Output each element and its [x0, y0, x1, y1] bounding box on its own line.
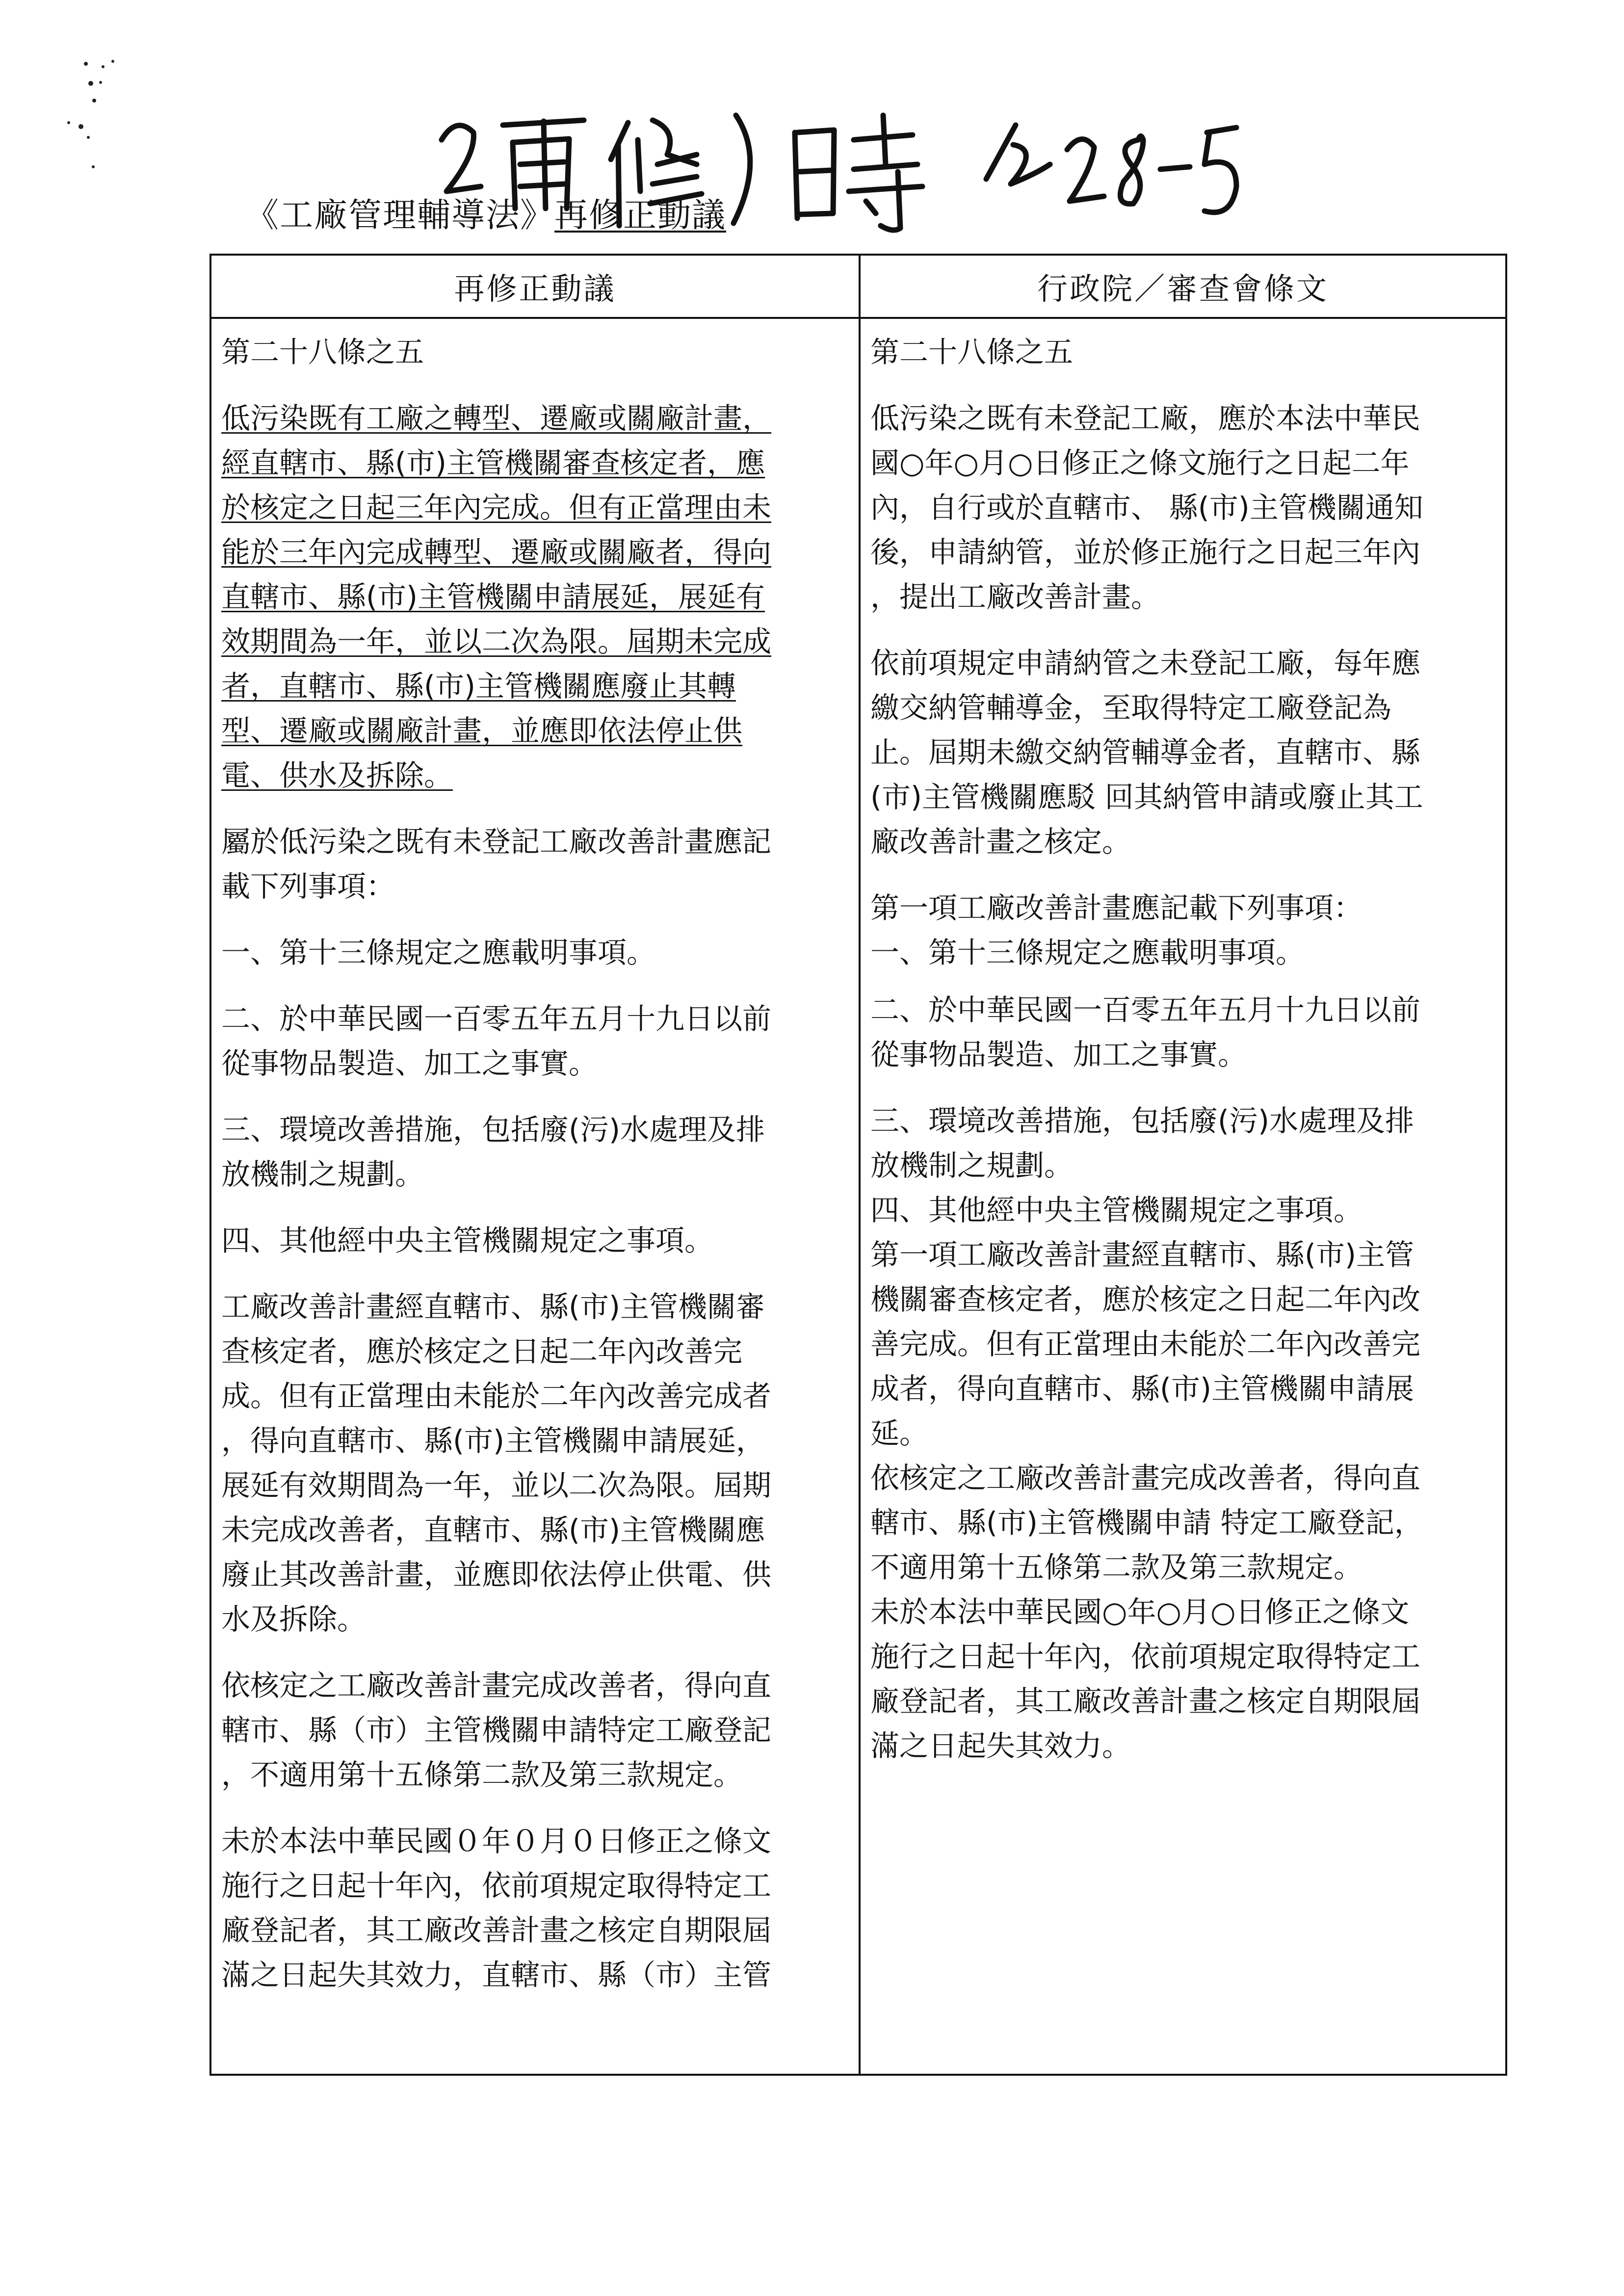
document-title: [245, 194, 726, 238]
left-paragraph: 依核定之工廠改善計畫完成改善者，得向直 轄市、縣（市）主管機關申請特定工廠登記 ，不適用第十五條第二款及第三款規定。: [221, 1669, 772, 1792]
table-body-row: [211, 319, 1505, 2074]
left-list-item: 一、第十三條規定之應載明事項。: [221, 936, 656, 969]
right-paragraph: 第一項工廠改善計畫應記載下列事項： 一、第十三條規定之應載明事項。: [870, 891, 1363, 969]
right-paragraph: 低污染之既有未登記工廠，應於本法中華民 國○年○月○日修正之條文施行之日起二年 內，自行或於直轄市、 縣(市)主管機關通知 後，申請納管，並於修正施行之日起三年內 ，提出工廠改善計畫。: [870, 401, 1423, 614]
executive-yuan-column: [861, 319, 1505, 2074]
right-list-item: 二、於中華民國一百零五年五月十九日以前 從事物品製造、加工之事實。: [870, 993, 1421, 1071]
revised-motion-column: [211, 319, 861, 2074]
table-header-row: [211, 256, 1505, 319]
left-list-item: 二、於中華民國一百零五年五月十九日以前 從事物品製造、加工之事實。: [221, 1002, 772, 1080]
comparison-table: [210, 254, 1507, 2076]
left-paragraph: 屬於低污染之既有未登記工廠改善計畫應記 載下列事項：: [221, 825, 772, 903]
header-executive-yuan-text: 行政院／審查會條文: [1037, 271, 1329, 307]
scan-specks: [39, 54, 137, 182]
header-revised-motion: 再修正動議: [211, 256, 861, 317]
right-paragraph: 三、環境改善措施，包括廢(污)水處理及排 放機制之規劃。 四、其他經中央主管機關規定之事項。 第一項工廠改善計畫經直轄市、縣(市)主管 機關審查核定者，應於核定之日起二年內改 善完成。但有正當理由未能於二年內改善完 成者，得向直轄市、縣(市)主管機關申請展 延。 依核定之工廠改善計畫完成改善者，得向直 轄市、縣(市)主管機關申請 特定工廠登記， 不適用第十五條第二款及第三款規定。 未於本法中華民國○年○月○日修正之條文 施行之日起十年內，依前項規定取得特定工 廠登記者，其工廠改善計畫之核定自期限屆 滿之日起失其效力。: [870, 1104, 1423, 1763]
right-article-heading: 第二十八條之五: [870, 335, 1074, 369]
left-paragraph: 低污染既有工廠之轉型、遷廠或關廠計畫， 經直轄市、縣(市)主管機關審查核定者，應 於核定之日起三年內完成。但有正當理由未 能於三年內完成轉型、遷廠或關廠者，得向 直轄市、縣(市)主管機關申請展延，展延有 效期間為一年，並以二次為限。屆期未完成 者，直轄市、縣(市)主管機關應廢止其轉 型、遷廠或關廠計畫，並應即依法停止供 電、供水及拆除。: [221, 401, 772, 792]
left-paragraph: 工廠改善計畫經直轄市、縣(市)主管機關審 查核定者，應於核定之日起二年內改善完 成。但有正當理由未能於二年內改善完成者 ，得向直轄市、縣(市)主管機關申請展延， 展延有效期間為一年，並以二次為限。屆期 未完成改善者，直轄市、縣(市)主管機關應 廢止其改善計畫，並應即依法停止供電、供 水及拆除。: [221, 1290, 772, 1636]
left-article-heading: 第二十八條之五: [221, 335, 424, 369]
document-title-prefix: 《工廠管理輔導法》: [245, 196, 555, 235]
document-title-marked: 再修正動議: [554, 196, 727, 235]
right-paragraph: 依前項規定申請納管之未登記工廠，每年應 繳交納管輔導金，至取得特定工廠登記為 止。屆期未繳交納管輔導金者，直轄市、縣 (市)主管機關應駁 回其納管申請或廢止其工 廠改善計畫之核定。: [870, 646, 1423, 859]
left-paragraph: 未於本法中華民國０年０月０日修正之條文 施行之日起十年內，依前項規定取得特定工 廠登記者，其工廠改善計畫之核定自期限屆 滿之日起失其效力，直轄市、縣（市）主管: [221, 1824, 772, 1992]
left-list-item: 三、環境改善措施，包括廢(污)水處理及排 放機制之規劃。: [221, 1113, 765, 1191]
left-list-item: 四、其他經中央主管機關規定之事項。: [221, 1224, 714, 1257]
